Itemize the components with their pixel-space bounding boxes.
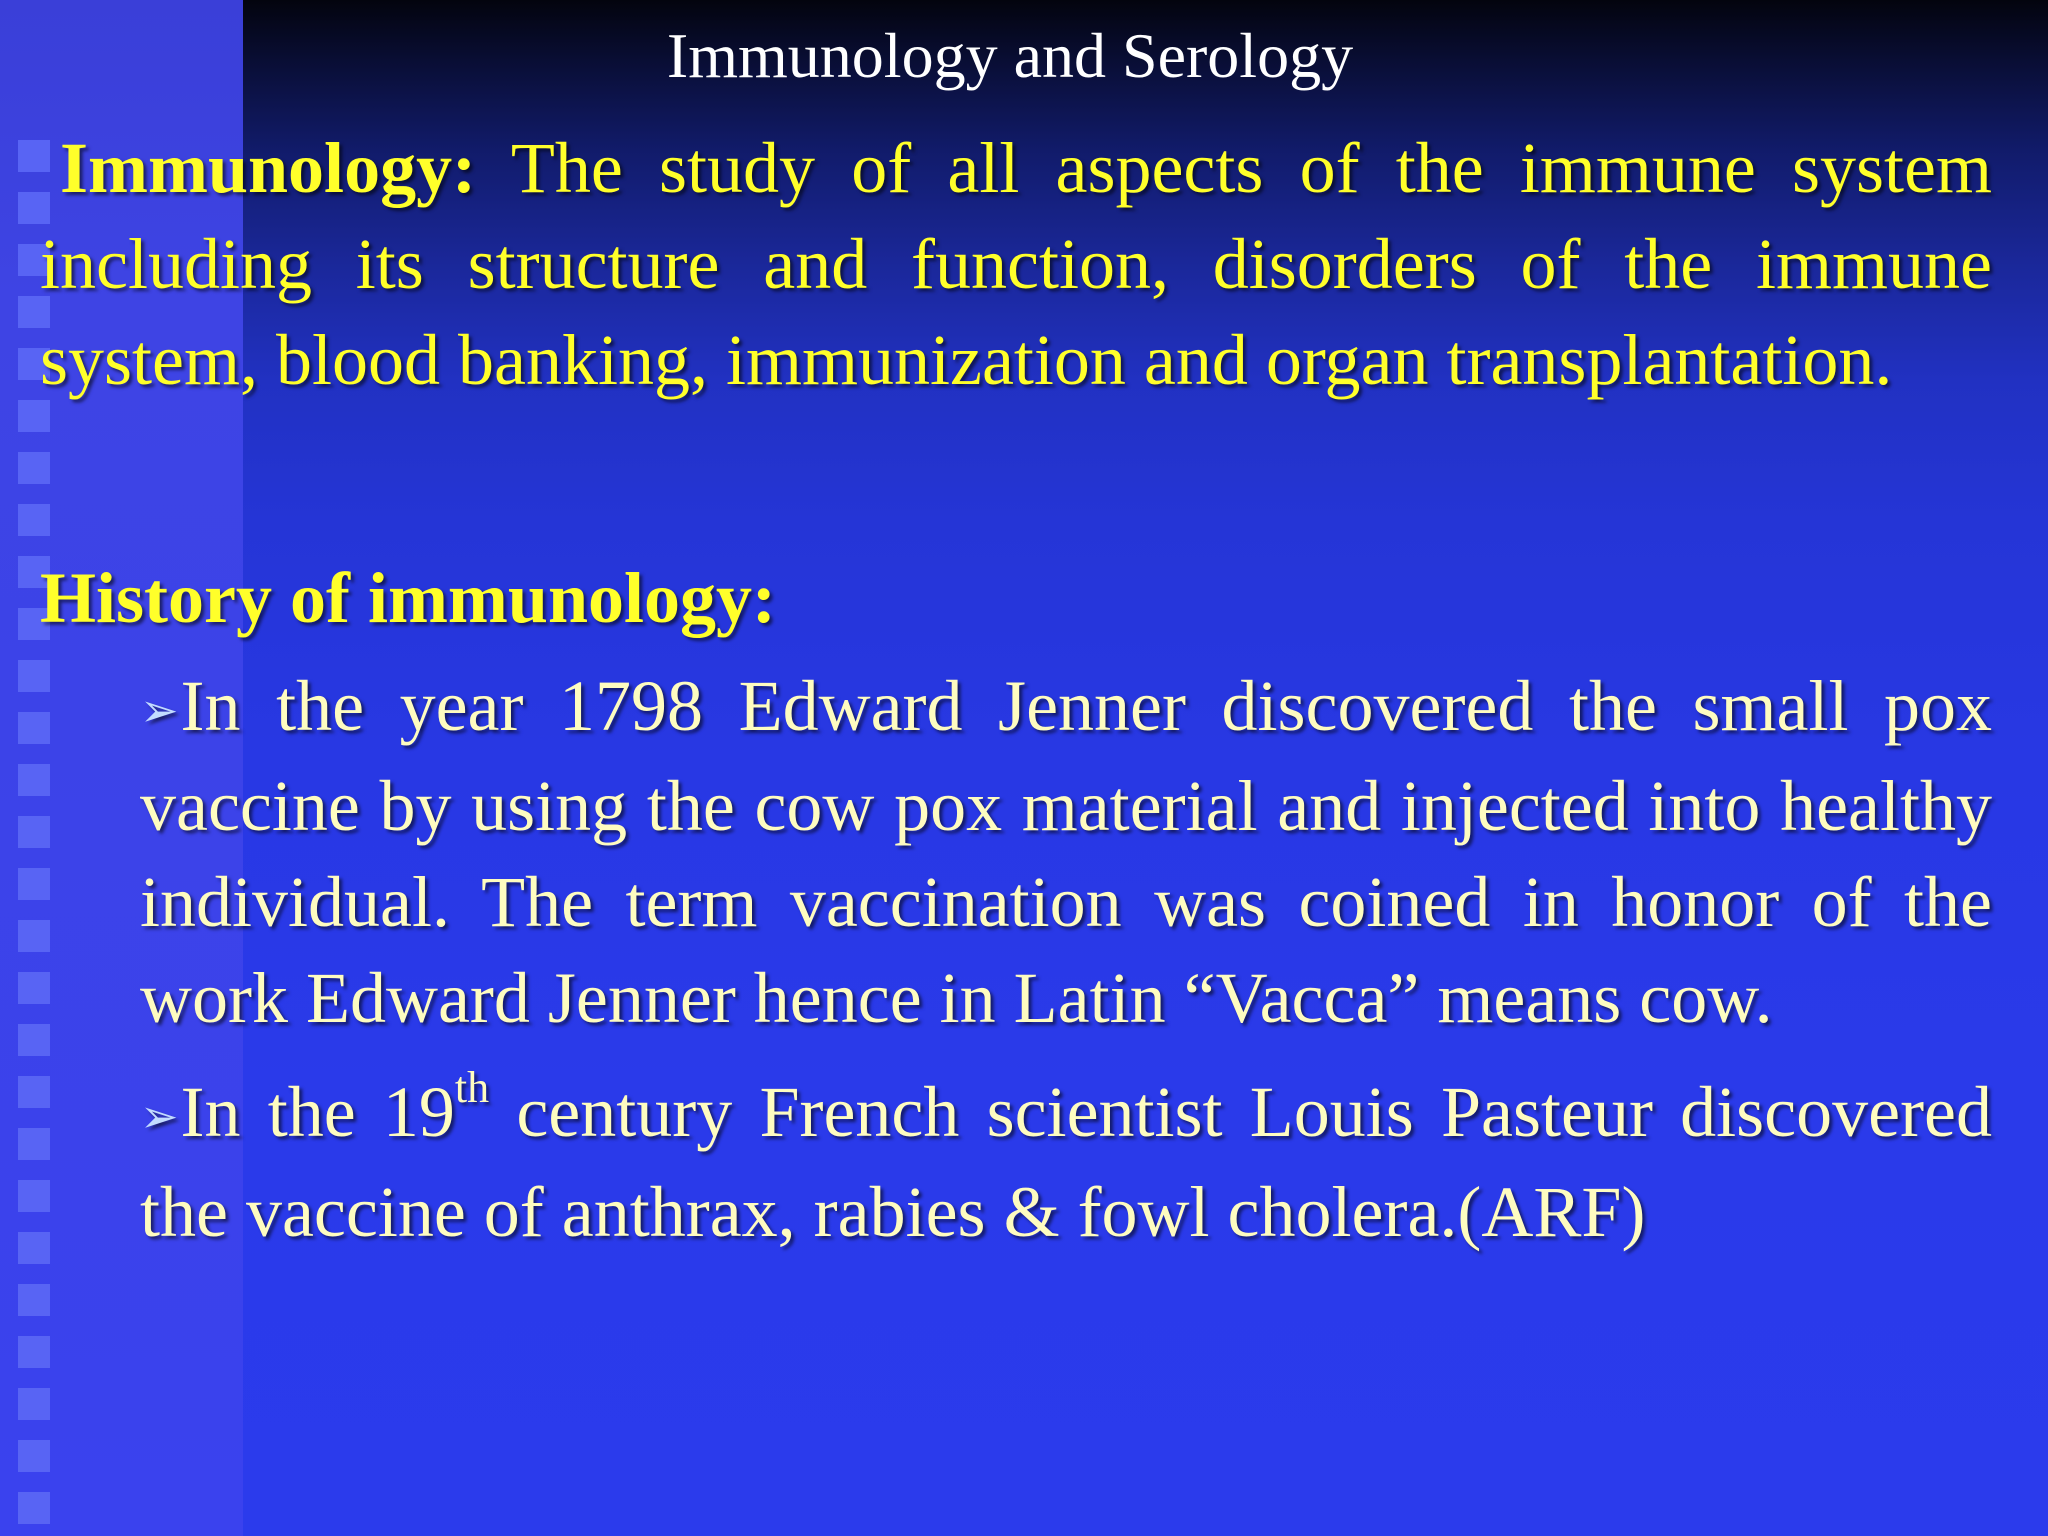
decorative-square (18, 1284, 50, 1316)
decorative-square (18, 1388, 50, 1420)
decorative-square (18, 1440, 50, 1472)
definition-text: The study of all aspects of the immune system including its structure and function, disorders of the immune system, blood banking, immunization and organ transplantation. (40, 128, 1992, 400)
history-heading: History of immunology: (40, 558, 776, 638)
bullet-text: century French scientist Louis Pasteur discovered the vaccine of anthrax, rabies & fowl cholera.(ARF) (140, 1072, 1992, 1252)
history-bullet (140, 658, 1992, 1046)
history-bullet-list (40, 658, 1992, 1260)
decorative-square (18, 1492, 50, 1524)
arrowhead-icon: ➢ (140, 683, 179, 737)
definition-paragraph (40, 120, 1992, 408)
decorative-square (18, 1336, 50, 1368)
history-bullet (140, 1064, 1992, 1260)
ordinal-superscript: th (454, 1063, 490, 1112)
arrowhead-icon: ➢ (140, 1089, 179, 1143)
page-title: Immunology and Serology (666, 20, 1354, 91)
definition-term: Immunology: (60, 128, 477, 208)
bullet-prefix: In the 19 (180, 1072, 455, 1152)
slide-body (40, 120, 1992, 1278)
bullet-text: In the year 1798 Edward Jenner discovered the small pox vaccine by using the cow pox material and injected into healthy individual. The term vaccination was coined in honor of the work Edward Jenner hence in Latin “Vacca” means cow. (140, 666, 1992, 1038)
